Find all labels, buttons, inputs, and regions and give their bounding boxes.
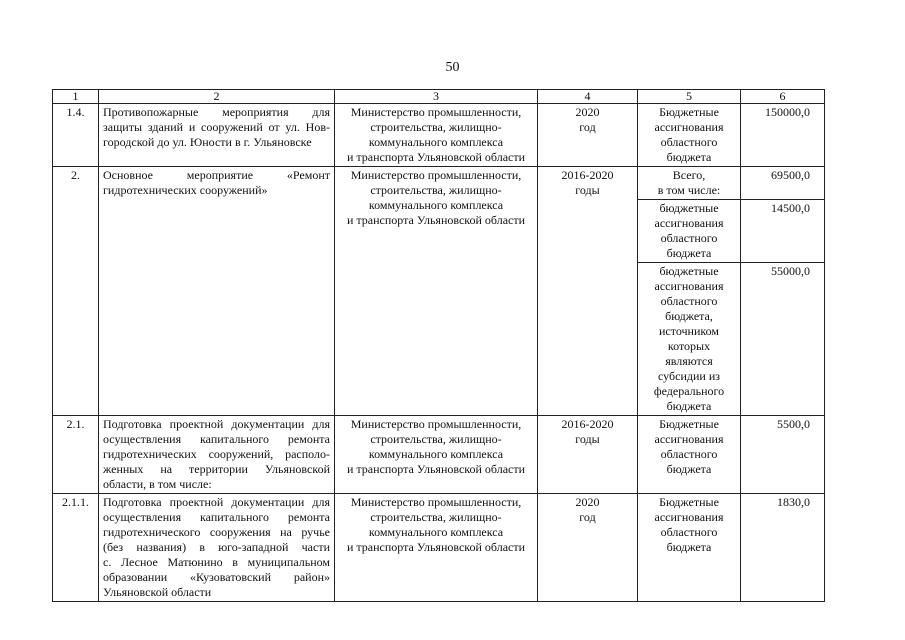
funding-source-line: Всего, (672, 168, 706, 182)
funding-source-line: бюджета (666, 540, 712, 554)
funding-source-line: бюджета (666, 150, 712, 164)
measure-name-line: городской до ул. Юности в г. Ульяновске (103, 135, 312, 149)
funding-source-line: ассигнования (654, 120, 724, 134)
funding-source-line: субсидии из (658, 369, 720, 383)
funding-source (638, 263, 741, 416)
funding-source (638, 200, 741, 263)
executor (335, 494, 538, 602)
executor (335, 167, 538, 416)
executor-line: и транспорта Ульяновской области (346, 462, 526, 476)
funding-source-line: ассигнования (654, 432, 724, 446)
term-line: 2020 (575, 495, 600, 509)
measure-name-line: (без названия) в юго-западной части (103, 540, 330, 554)
measure-name-line: осуществления капитального ремонта (103, 432, 330, 446)
measure-name-line: Подготовка проектной документации для (103, 417, 330, 431)
funding-source-line: ассигнования (654, 279, 724, 293)
term-line: год (579, 120, 596, 134)
funding-source (638, 416, 741, 494)
funding-source-line: Бюджетные (659, 495, 719, 509)
table-row (53, 416, 825, 494)
executor-line: и транспорта Ульяновской области (346, 150, 526, 164)
amount: 14500,0 (741, 200, 825, 263)
funding-source-line: бюджета (666, 462, 712, 476)
measure-name-line: защиты зданий и сооружений от ул. Нов- (103, 120, 330, 134)
measure-name-line: Ульяновской области (103, 585, 212, 599)
table-row (53, 104, 825, 167)
page-number: 50 (445, 60, 460, 75)
funding-source-line: областного (660, 231, 718, 245)
column-number: 6 (741, 90, 825, 104)
funding-source-line: ассигнования (654, 510, 724, 524)
measure-name-line: гидротехнического сооружения на ручье (103, 525, 330, 539)
term-line: 2016-2020 (561, 168, 614, 182)
row-number: 2. (53, 167, 99, 416)
amount: 1830,0 (741, 494, 825, 602)
measure-name-line: области, в том числе: (103, 477, 212, 491)
measure-name-line: осуществления капитального ремонта (103, 510, 330, 524)
executor-line: строительства, жилищно- (370, 510, 502, 524)
term (538, 167, 638, 416)
term-line: 2020 (575, 105, 600, 119)
term-line: годы (575, 432, 600, 446)
measure-name (99, 416, 335, 494)
executor-line: коммунального комплекса (368, 135, 504, 149)
funding-source-line: Бюджетные (659, 417, 719, 431)
measure-name (99, 167, 335, 416)
funding-source-line: бюджетные (659, 201, 719, 215)
executor-line: коммунального комплекса (368, 525, 504, 539)
amount: 150000,0 (741, 104, 825, 167)
measure-name (99, 104, 335, 167)
amount: 5500,0 (741, 416, 825, 494)
executor-line: Министерство промышленности, (350, 495, 522, 509)
row-number: 2.1.1. (53, 494, 99, 602)
column-number: 1 (53, 90, 99, 104)
measures-table (52, 89, 825, 602)
measure-name-line: Основное мероприятие «Ремонт (103, 168, 330, 182)
column-number: 2 (99, 90, 335, 104)
executor (335, 104, 538, 167)
table-row (53, 167, 825, 200)
funding-source-line: областного (660, 294, 718, 308)
funding-source-line: ассигнования (654, 216, 724, 230)
funding-source-line: областного (660, 135, 718, 149)
amount: 55000,0 (741, 263, 825, 416)
executor-line: коммунального комплекса (368, 447, 504, 461)
term (538, 104, 638, 167)
funding-source-line: бюджета (666, 399, 712, 413)
funding-source-line: Бюджетные (659, 105, 719, 119)
funding-source-line: источником (659, 324, 719, 338)
amount: 69500,0 (741, 167, 825, 200)
executor-line: строительства, жилищно- (370, 432, 502, 446)
column-number-row (53, 90, 825, 104)
column-number: 4 (538, 90, 638, 104)
measure-name-line: образовании «Кузоватовский район» (103, 570, 330, 584)
executor-line: Министерство промышленности, (350, 168, 522, 182)
measure-name-line: гидротехнических сооружений» (103, 183, 268, 197)
measure-name (99, 494, 335, 602)
row-number: 1.4. (53, 104, 99, 167)
measure-name-line: женных на территории Ульяновской (103, 462, 330, 476)
funding-source-line: областного (660, 447, 718, 461)
term (538, 416, 638, 494)
executor-line: коммунального комплекса (368, 198, 504, 212)
funding-source-line: в том числе: (657, 183, 721, 197)
executor-line: и транспорта Ульяновской области (346, 213, 526, 227)
funding-source-line: являются (665, 354, 713, 368)
measure-name-line: Подготовка проектной документации для (103, 495, 330, 509)
funding-source (638, 494, 741, 602)
funding-source-line: федерального (653, 384, 725, 398)
executor-line: строительства, жилищно- (370, 183, 502, 197)
funding-source-line: бюджета, (665, 309, 713, 323)
column-number: 5 (638, 90, 741, 104)
row-number: 2.1. (53, 416, 99, 494)
term-line: годы (575, 183, 600, 197)
term-line: 2016-2020 (561, 417, 614, 431)
term-line: год (579, 510, 596, 524)
funding-source (638, 104, 741, 167)
funding-source-line: областного (660, 525, 718, 539)
funding-source-line: которых (667, 339, 711, 353)
funding-source-line: бюджета (666, 246, 712, 260)
executor-line: Министерство промышленности, (350, 417, 522, 431)
measure-name-line: Противопожарные мероприятия для (103, 105, 330, 119)
executor-line: Министерство промышленности, (350, 105, 522, 119)
funding-source-line: бюджетные (659, 264, 719, 278)
executor-line: строительства, жилищно- (370, 120, 502, 134)
funding-source (638, 167, 741, 200)
measure-name-line: с. Лесное Матюнино в муниципальном (103, 555, 330, 569)
executor-line: и транспорта Ульяновской области (346, 540, 526, 554)
table-row (53, 494, 825, 602)
measure-name-line: гидротехнических сооружений, располо- (103, 447, 330, 461)
term (538, 494, 638, 602)
column-number: 3 (335, 90, 538, 104)
executor (335, 416, 538, 494)
